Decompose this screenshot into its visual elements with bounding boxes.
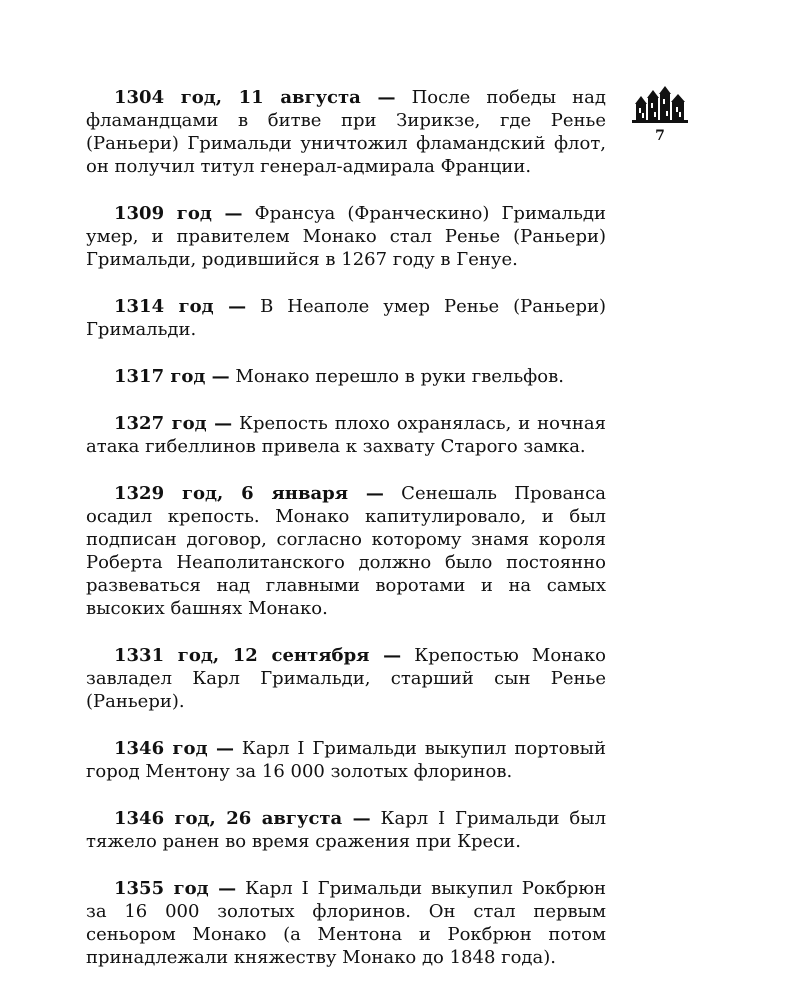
entry-date: 1304 год, 11 августа — (114, 87, 396, 108)
entry-date: 1355 год — (114, 878, 237, 899)
timeline-entry (86, 482, 606, 620)
timeline-entry (86, 737, 606, 783)
timeline-entry (86, 807, 606, 853)
timeline-entry (86, 877, 606, 969)
timeline-entry (86, 295, 606, 341)
entry-text: Сенешаль Прованса осадил крепость. Монако капитулировало, и был подписан договор, согласно которому знамя короля Роберта Неаполитанского должно было постоянно развеваться над главными воротами и на самых высоких башнях Монако. (86, 483, 606, 619)
entry-text: Карл I Гримальди выкупил портовый город Ментону за 16 000 золотых флоринов. (86, 738, 606, 782)
entry-date: 1314 год — (114, 296, 247, 317)
entry-date: 1331 год, 12 сентября — (114, 645, 402, 666)
entry-text: Франсуа (Франческино) Гримальди умер, и правителем Монако стал Ренье (Раньери) Гримальди, родившийся в 1267 году в Генуе. (86, 203, 606, 270)
timeline-entry (86, 365, 606, 388)
entry-date: 1346 год — (114, 738, 234, 759)
entry-date: 1317 год — (114, 366, 230, 387)
timeline-entry (86, 86, 606, 178)
timeline-entry (86, 412, 606, 458)
entry-text: Крепостью Монако завладел Карл Гримальди, старший сын Ренье (Раньери). (86, 645, 606, 712)
page-number: 7 (655, 128, 665, 144)
entry-date: 1346 год, 26 августа — (114, 808, 371, 829)
entry-text: Карл I Гримальди выкупил Рокбрюн за 16 000 золотых флоринов. Он стал первым сеньором Монако (а Ментона и Рокбрюн потом принадлежали княжеству Монако до 1848 года). (86, 878, 606, 968)
entry-text: В Неаполе умер Ренье (Раньери) Гримальди. (86, 296, 606, 340)
entry-text: Крепость плохо охранялась, и ночная атака гибеллинов привела к захвату Старого замка. (86, 413, 606, 457)
document-body (86, 86, 606, 993)
entry-date: 1309 год — (114, 203, 243, 224)
entry-date: 1327 год — (114, 413, 233, 434)
timeline-entry (86, 644, 606, 713)
entry-text: Монако перешло в руки гвельфов. (235, 366, 564, 387)
entry-date: 1329 год, 6 января — (114, 483, 384, 504)
entry-text: Карл I Гримальди был тяжело ранен во время сражения при Креси. (86, 808, 606, 852)
timeline-entry (86, 202, 606, 271)
castle-icon (632, 84, 688, 124)
entry-text: После победы над фламандцами в битве при Зирикзе, где Ренье (Раньери) Гримальди уничтожил фламандский флот, он получил титул генерал-адмирала Франции. (86, 87, 606, 177)
